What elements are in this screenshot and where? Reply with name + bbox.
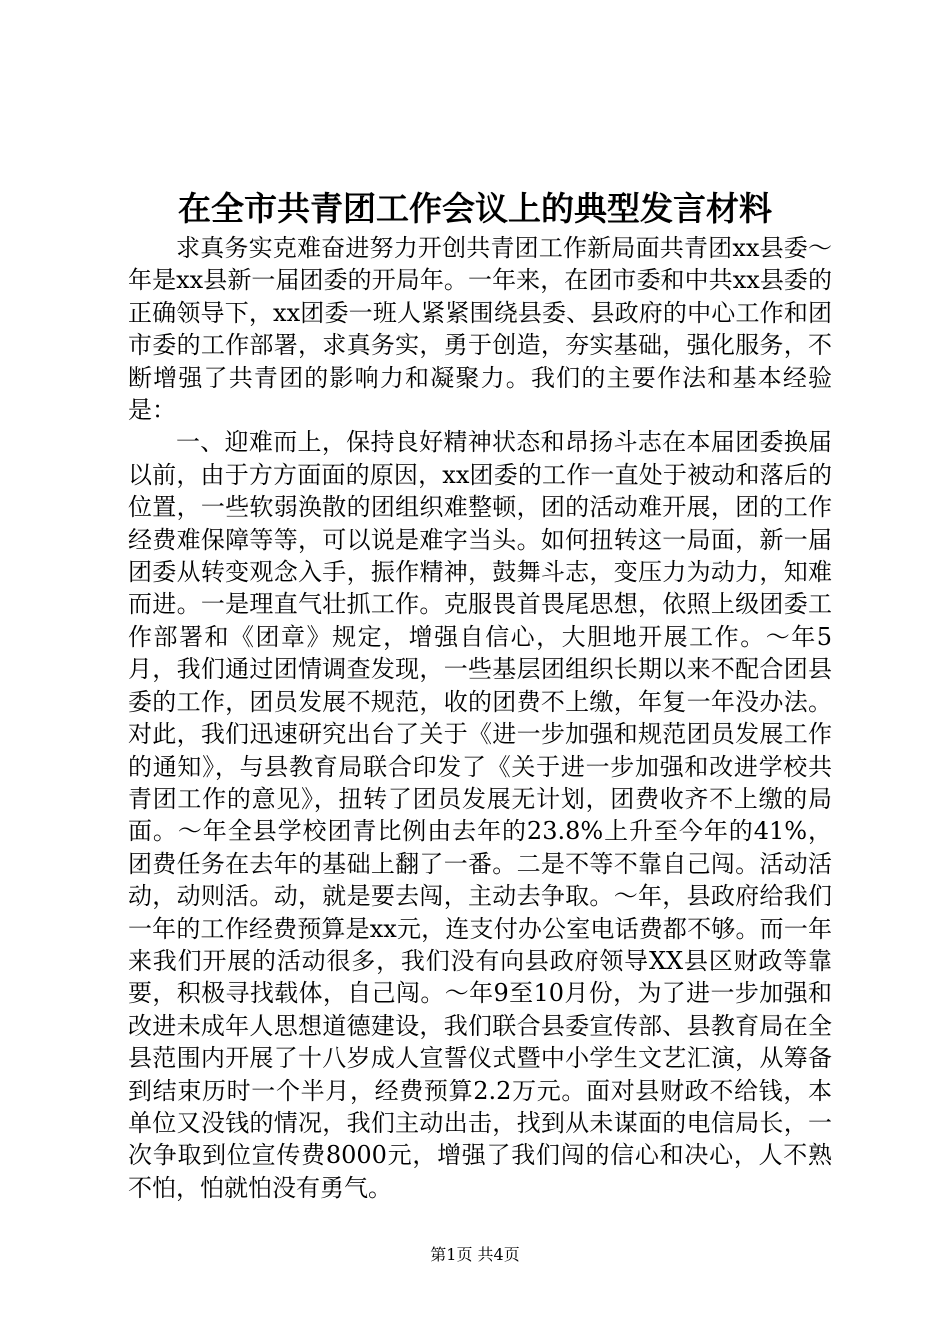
body-paragraph-1: 求真务实克难奋进努力开创共青团工作新局面共青团xx县委～年是xx县新一届团委的开局年。一年来，在团市委和中共xx县委的正确领导下，xx团委一班人紧紧围绕县委、县政府的中心工作和团市委的工作部署，求真务实，勇于创造，夯实基础，强化服务，不断增强了共青团的影响力和凝聚力。我们的主要作法和基本经验是： [128, 234, 832, 425]
page-number-footer: 第1页 共4页 [430, 1245, 520, 1264]
document-body [128, 232, 832, 1204]
document-title: 在全市共青团工作会议上的典型发言材料 [178, 189, 772, 228]
body-paragraph-2: 一、迎难而上，保持良好精神状态和昂扬斗志在本届团委换届以前，由于方方面面的原因，xx团委的工作一直处于被动和落后的位置，一些软弱涣散的团组织难整顿，团的活动难开展，团的工作经费难保障等等，可以说是难字当头。如何扭转这一局面，新一届团委从转变观念入手，振作精神，鼓舞斗志，变压力为动力，知难而进。一是理直气壮抓工作。克服畏首畏尾思想，依照上级团委工作部署和《团章》规定，增强自信心，大胆地开展工作。～年5月，我们通过团情调查发现，一些基层团组织长期以来不配合团县委的工作，团员发展不规范，收的团费不上缴，年复一年没办法。对此，我们迅速研究出台了关于《进一步加强和规范团员发展工作的通知》，与县教育局联合印发了《关于进一步加强和改进学校共青团工作的意见》，扭转了团员发展无计划，团费收齐不上缴的局面。～年全县学校团青比例由去年的23.8%上升至今年的41%，团费任务在去年的基础上翻了一番。二是不等不靠自己闯。活动活动，动则活。动，就是要去闯，主动去争取。～年，县政府给我们一年的工作经费预算是xx元，连支付办公室电话费都不够。而一年来我们开展的活动很多，我们没有向县政府领导XX县区财政等靠要，积极寻找载体，自己闯。～年9至10月份，为了进一步加强和改进未成年人思想道德建设，我们联合县委宣传部、县教育局在全县范围内开展了十八岁成人宣誓仪式暨中小学生文艺汇演，从筹备到结束历时一个半月，经费预算2.2万元。面对县财政不给钱，本单位又没钱的情况，我们主动出击，找到从未谋面的电信局长，一次争取到位宣传费8000元，增强了我们闯的信心和决心，人不熟不怕，怕就怕没有勇气。 [128, 428, 832, 1202]
